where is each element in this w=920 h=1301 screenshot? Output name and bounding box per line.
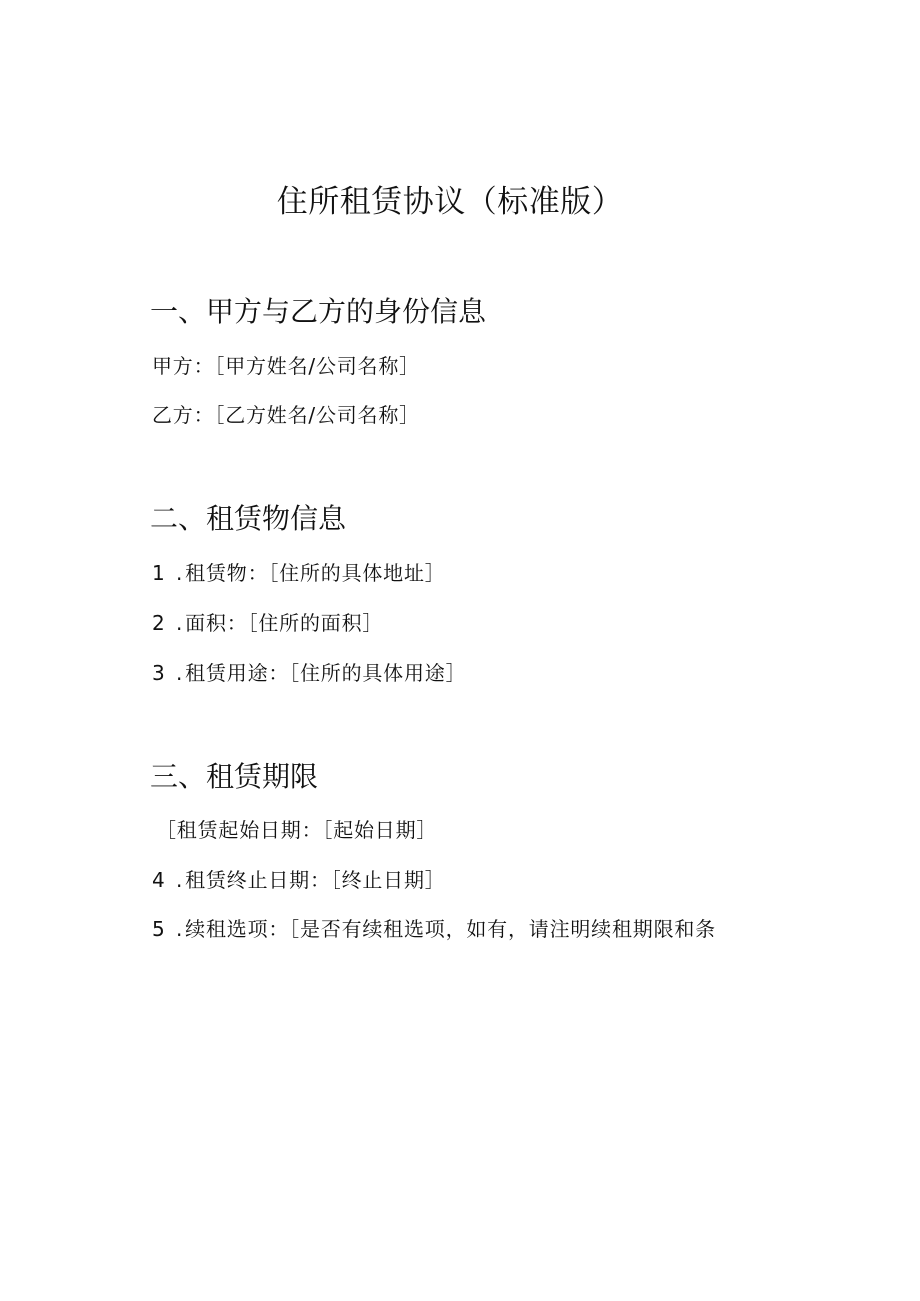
list-item-usage xyxy=(152,657,466,686)
list-item-end-date xyxy=(152,864,446,893)
list-item-number: 2 xyxy=(152,611,166,635)
section-heading-identity: 一、甲方与乙方的身份信息 xyxy=(150,295,487,328)
list-item-dot: . xyxy=(176,561,184,585)
list-item-number: 1 xyxy=(152,561,166,585)
list-item-text: 租赁终止日期：［终止日期］ xyxy=(185,868,446,892)
section-heading-property: 二、租赁物信息 xyxy=(150,502,347,535)
list-item-text: 续租选项：［是否有续租选项，如有，请注明续租期限和条 xyxy=(185,917,716,941)
list-item-dot: . xyxy=(176,611,184,635)
party-a-line: 甲方：［甲方姓名/公司名称］ xyxy=(152,354,420,378)
list-item-text: 租赁物：［住所的具体地址］ xyxy=(185,561,446,585)
list-item-number: 4 xyxy=(152,868,166,892)
list-item-number: 3 xyxy=(152,661,166,685)
list-item-renewal xyxy=(152,913,716,942)
list-item-area xyxy=(152,607,383,636)
list-item-text: 面积：［住所的面积］ xyxy=(185,611,384,635)
start-date-line: ［租赁起始日期：［起始日期］ xyxy=(156,818,438,842)
list-item-dot: . xyxy=(176,917,184,941)
list-item-dot: . xyxy=(176,661,184,685)
list-item-number: 5 xyxy=(152,917,166,941)
section-heading-term: 三、租赁期限 xyxy=(150,760,319,793)
party-b-line: 乙方：［乙方姓名/公司名称］ xyxy=(152,403,420,427)
document-title: 住所租赁协议（标准版） xyxy=(276,184,624,220)
list-item-dot: . xyxy=(176,868,184,892)
list-item-text: 租赁用途：［住所的具体用途］ xyxy=(185,661,467,685)
list-item-property xyxy=(152,557,446,586)
